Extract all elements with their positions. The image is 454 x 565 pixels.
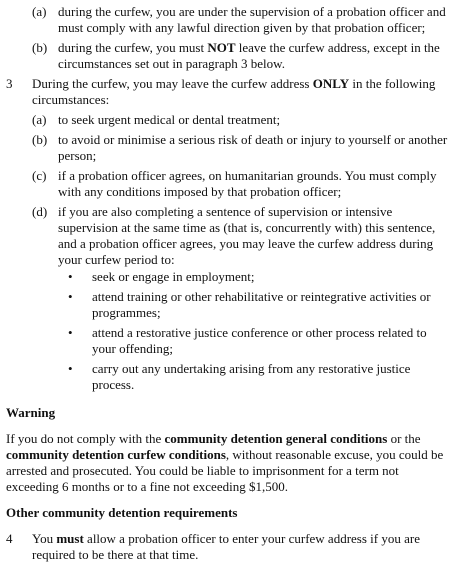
para3-sub-b <box>6 132 448 164</box>
bullet-icon: • <box>68 289 73 304</box>
item-a-text: during the curfew, you are under the supervision of a probation officer and must comply with any lawful direction given by that probation officer; <box>58 4 446 35</box>
para3-sub-d-body <box>58 204 448 397</box>
para3-sub-a-label: (a) <box>32 112 47 127</box>
para3-sub-a-text: to seek urgent medical or dental treatment; <box>58 112 281 127</box>
list-item-text: attend training or other rehabilitative or reintegrative activities or programmes; <box>92 289 431 320</box>
item-a-label: (a) <box>32 4 47 19</box>
para3-sub-a <box>6 112 448 128</box>
bullet-icon: • <box>68 269 73 284</box>
item-b-text: during the curfew, you must NOT leave the curfew address, except in the circumstances set out in paragraph 3 below. <box>58 40 440 71</box>
para3-sub-b-text: to avoid or minimise a serious risk of death or injury to yourself or another person; <box>58 132 448 163</box>
warning-heading: Warning <box>6 405 56 420</box>
list-item <box>58 269 448 285</box>
paragraph-3-number: 3 <box>6 76 13 91</box>
para3-sub-c <box>6 168 448 200</box>
paragraph-4 <box>6 531 448 563</box>
bullet-icon: • <box>68 361 73 376</box>
list-item-text: attend a restorative justice conference or other process related to your offending; <box>92 325 427 356</box>
paragraph-3-text: During the curfew, you may leave the curfew address ONLY in the following circumstances: <box>32 76 436 107</box>
paragraph-4-number: 4 <box>6 531 13 546</box>
paragraph-4-text: You must allow a probation officer to enter your curfew address if you are required to be there at that time. <box>32 531 420 562</box>
item-a <box>6 4 448 36</box>
para3-sub-c-label: (c) <box>32 168 47 183</box>
item-b-label: (b) <box>32 40 48 55</box>
item-b <box>6 40 448 72</box>
para3-sub-d-label: (d) <box>32 204 48 219</box>
para3-sub-c-text: if a probation officer agrees, on humanitarian grounds. You must comply with any conditions imposed by that probation officer; <box>58 168 437 199</box>
list-item <box>58 361 448 393</box>
para3-sub-b-label: (b) <box>32 132 48 147</box>
paragraph-3 <box>6 76 448 108</box>
list-item <box>58 325 448 357</box>
bullet-icon: • <box>68 325 73 340</box>
warning-text: If you do not comply with the community detention general conditions or the community detention curfew conditions, without reasonable excuse, you could be arrested and prosecuted. You could be liable to imprisonment for a term not exceeding 6 months or to a fine not exceeding $1,500. <box>6 431 444 494</box>
other-requirements-heading: Other community detention requirements <box>6 505 238 520</box>
list-item-text: seek or engage in employment; <box>92 269 255 284</box>
list-item-text: carry out any undertaking arising from any restorative justice process. <box>92 361 411 392</box>
list-item <box>58 289 448 321</box>
para3-sub-d <box>6 204 448 397</box>
bullet-list <box>58 269 448 393</box>
para3-sub-d-text: if you are also completing a sentence of supervision or intensive supervision at the same time as (that is, concurrently with) this sentence, and a probation officer agrees, you may leave the curfew address during your curfew period to: <box>58 204 436 267</box>
